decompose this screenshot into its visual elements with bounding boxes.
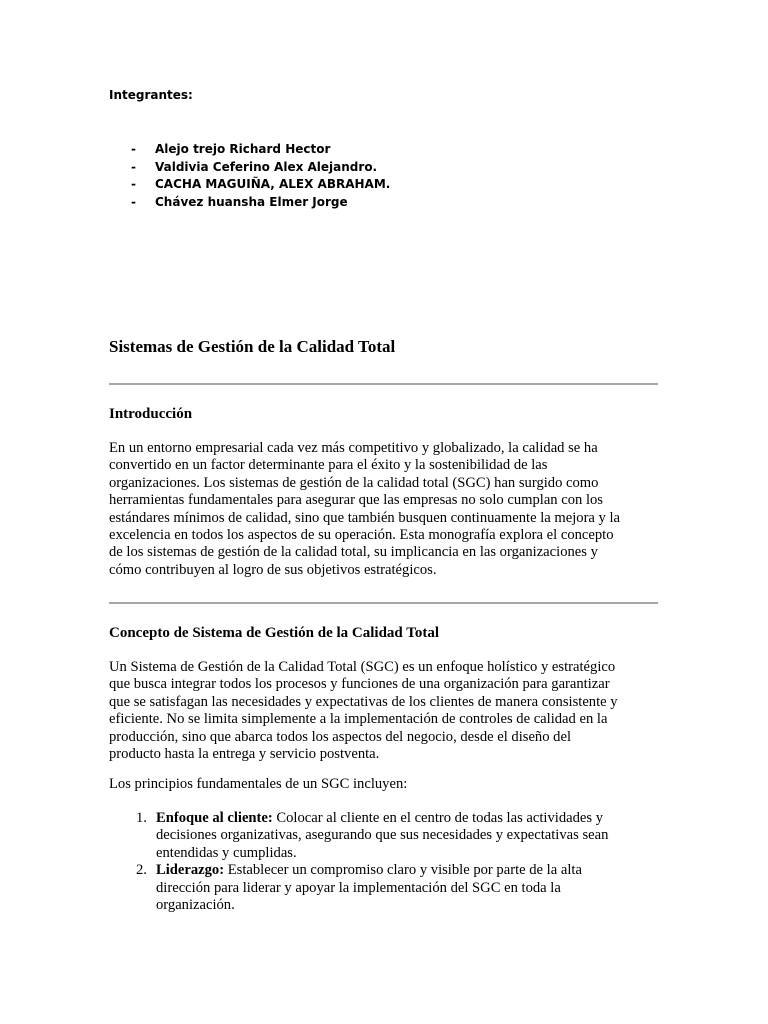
list-number: 1. bbox=[136, 810, 147, 826]
bullet-dash: - bbox=[131, 142, 136, 156]
principle-line: organización. bbox=[156, 897, 235, 914]
list-item bbox=[109, 176, 390, 194]
principles-list bbox=[109, 810, 669, 914]
member-name: Chávez huansha Elmer Jorge bbox=[155, 194, 348, 209]
intro-heading: Introducción bbox=[109, 406, 193, 422]
principle-line: dirección para liderar y apoyar la implementación del SGC en toda la bbox=[156, 879, 561, 896]
concept-paragraph bbox=[109, 659, 661, 763]
principle-text bbox=[156, 862, 582, 914]
member-name: CACHA MAGUIÑA, ALEX ABRAHAM. bbox=[155, 177, 391, 191]
intro-paragraph bbox=[109, 440, 661, 579]
paragraph-line: eficiente. No se limita simplemente a la implementación de controles de calidad en la bbox=[109, 711, 608, 728]
document-title: Sistemas de Gestión de la Calidad Total bbox=[109, 337, 396, 356]
list-item bbox=[109, 194, 390, 212]
paragraph-line: de los sistemas de gestión de la calidad total, su implicancia en las organizaciones y bbox=[109, 544, 598, 561]
list-number: 2. bbox=[136, 862, 147, 879]
paragraph-line: cómo contribuyen al logro de sus objetivos estratégicos. bbox=[109, 561, 437, 578]
horizontal-divider bbox=[109, 602, 658, 604]
paragraph-line: En un entorno empresarial cada vez más competitivo y globalizado, la calidad se ha bbox=[109, 440, 598, 456]
member-name: Alejo trejo Richard Hector bbox=[155, 142, 331, 156]
principle-line: entendidas y cumplidas. bbox=[156, 844, 297, 861]
bullet-dash: - bbox=[131, 194, 136, 209]
list-item bbox=[109, 141, 390, 159]
paragraph-line: herramientas fundamentales para asegurar que las empresas no solo cumplan con los bbox=[109, 492, 603, 509]
principle-term: Liderazgo: bbox=[156, 862, 225, 879]
members-label: Integrantes: bbox=[109, 88, 193, 102]
members-list bbox=[109, 141, 390, 211]
bullet-dash: - bbox=[131, 177, 136, 191]
paragraph-line: excelencia en todos los aspectos de su operación. Esta monografía explora el concepto bbox=[109, 527, 614, 544]
paragraph-line: estándares mínimos de calidad, sino que también busquen continuamente la mejora y la bbox=[109, 509, 621, 526]
principle-line: decisiones organizativas, asegurando que sus necesidades y expectativas sean bbox=[156, 827, 609, 844]
principles-intro: Los principios fundamentales de un SGC incluyen: bbox=[109, 776, 408, 792]
paragraph-line: que busca integrar todos los procesos y funciones de una organización para garantizar bbox=[109, 676, 610, 693]
principle-term: Enfoque al cliente: bbox=[156, 810, 273, 826]
member-name: Valdivia Ceferino Alex Alejandro. bbox=[155, 159, 378, 174]
paragraph-line: que se satisfagan las necesidades y expectativas de los clientes de manera consistente y bbox=[109, 693, 618, 710]
paragraph-line: producto hasta la entrega y servicio postventa. bbox=[109, 746, 380, 763]
list-item bbox=[109, 862, 669, 914]
list-item bbox=[109, 810, 669, 862]
paragraph-line: convertido en un factor determinante para el éxito y la sostenibilidad de las bbox=[109, 457, 548, 474]
paragraph-line: organizaciones. Los sistemas de gestión de la calidad total (SGC) han surgido como bbox=[109, 474, 599, 491]
principle-first-line: Establecer un compromiso claro y visible por parte de la alta bbox=[224, 862, 582, 879]
principle-first-line: Colocar al cliente en el centro de todas las actividades y bbox=[272, 810, 604, 826]
paragraph-line: producción, sino que abarca todos los aspectos del negocio, desde el diseño del bbox=[109, 728, 572, 745]
list-item bbox=[109, 159, 390, 177]
horizontal-divider bbox=[109, 383, 658, 385]
bullet-dash: - bbox=[131, 159, 136, 174]
principle-text bbox=[156, 810, 608, 862]
paragraph-line: Un Sistema de Gestión de la Calidad Total (SGC) es un enfoque holístico y estratégico bbox=[109, 659, 616, 675]
concept-heading: Concepto de Sistema de Gestión de la Calidad Total bbox=[109, 625, 440, 641]
